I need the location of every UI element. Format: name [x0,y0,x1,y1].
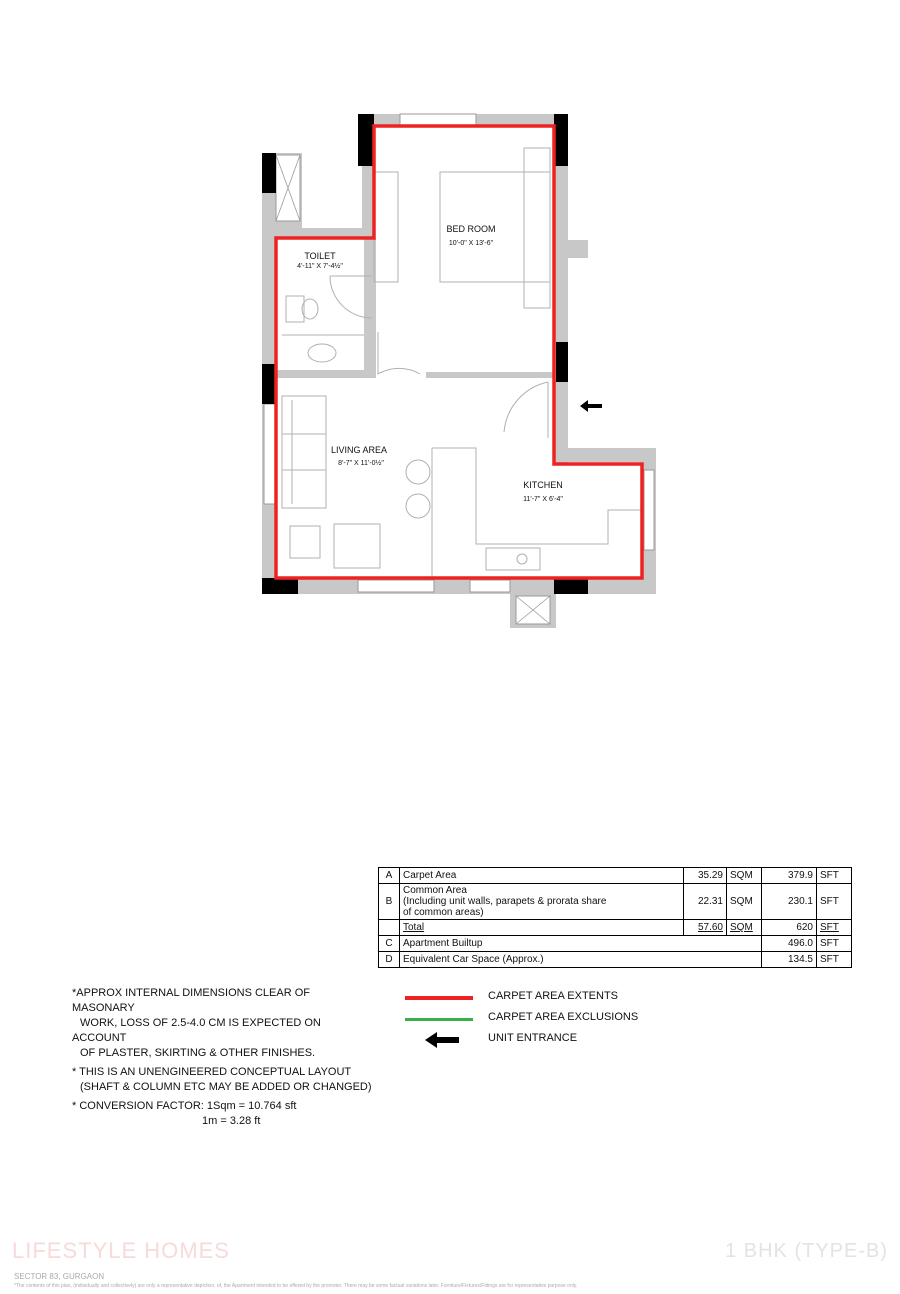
legend-label: CARPET AREA EXTENTS [488,990,619,1002]
coffee-table [290,526,320,558]
room-dim-kitchen: 11'-7" X 6'-4" [523,496,563,503]
window-top [400,114,476,126]
legend-green-line [405,1018,473,1021]
carpet-area-outline [276,126,642,578]
room-dim-toilet: 4'-11" X 7'-4½" [297,263,343,270]
floor-plan [0,0,900,640]
walls [262,114,656,628]
note-line: 1m = 3.28 ft [202,1115,261,1127]
row-desc: Apartment Builtup [400,936,762,952]
notes [72,986,372,1133]
window-kitchen [644,470,654,550]
row-desc-line: of common areas) [403,907,484,918]
table-row [379,920,852,936]
row-sqm: 22.31 [683,884,726,920]
row-sqm-unit: SQM [727,884,762,920]
stool [406,460,430,484]
entrance-arrow-icon [580,400,602,412]
row-sft: 620 [762,920,817,936]
row-id [379,920,400,936]
row-sft: 134.5 [762,952,817,968]
row-sft-unit: SFT [817,952,852,968]
room-label-living: LIVING AREA [330,445,388,455]
column [554,578,588,594]
note-line: WORK, LOSS OF 2.5-4.0 CM IS EXPECTED ON ACCOUNT [72,1017,321,1044]
wall-mid-horizontal [426,372,556,378]
column [262,578,298,594]
room-label-toilet: TOILET [304,251,336,261]
door-entrance [504,382,548,438]
row-desc: Total [400,920,684,936]
window-living [264,404,276,504]
unit-entrance-arrow-icon [423,1030,463,1050]
room-dim-living: 8'-7" X 11'-0½" [338,460,384,467]
area-table [378,867,852,968]
armchair [334,524,380,568]
sofa [282,396,326,508]
row-id: C [379,936,400,952]
row-sft-unit: SFT [817,884,852,920]
brand-title: LIFESTYLE HOMES [12,1238,230,1263]
unit-type-title: 1 BHK (TYPE-B) [725,1240,888,1262]
note-line: * THIS IS AN UNENGINEERED CONCEPTUAL LAYOUT [72,1066,352,1078]
row-sft-unit: SFT [817,936,852,952]
wall-right-bump [568,240,588,258]
column [358,114,374,166]
row-sqm: 35.29 [683,868,726,884]
wall-toilet-bottom [276,370,376,378]
disclaimer: *The contents of this plan, (individually and collectively) are only a representative depiction, of, the Apartment intended to be offered by the promoter. There may be some factual variations later. Furniture/Fixtures/Fittings are for representative purpose only. [14,1283,578,1289]
location-text: SECTOR 83, GURGAON [14,1272,105,1281]
row-sft: 496.0 [762,936,817,952]
row-sft: 379.9 [762,868,817,884]
row-desc: Equivalent Car Space (Approx.) [400,952,762,968]
row-sft-unit: SFT [817,920,852,936]
row-sft-unit: SFT [817,868,852,884]
note-line: OF PLASTER, SKIRTING & OTHER FINISHES. [80,1047,316,1059]
table-row [379,952,852,968]
wardrobe [374,172,398,282]
window-bottom [358,580,434,592]
row-desc: Carpet Area [400,868,684,884]
column [556,342,568,382]
stool [406,494,430,518]
wall-bottom [262,578,656,594]
door-bedroom [378,332,420,374]
row-sqm-unit: SQM [727,868,762,884]
wc [286,296,304,322]
columns [262,114,588,594]
row-sqm: 57.60 [683,920,726,936]
table-row [379,884,852,920]
shaft-crosses [276,155,550,624]
row-id: B [379,884,400,920]
row-desc-line: Common Area [403,885,467,896]
note-line: * CONVERSION FACTOR: 1Sqm = 10.764 sft [72,1100,297,1112]
window-bottom-2 [470,580,510,592]
furniture [282,148,642,578]
note-unengineered [72,1065,372,1095]
table-row [379,868,852,884]
legend-label: UNIT ENTRANCE [488,1032,578,1044]
note-line: (SHAFT & COLUMN ETC MAY BE ADDED OR CHANGED) [80,1081,372,1093]
wall-bedroom-right [554,114,568,464]
legend-red-line [405,996,473,1000]
room-dim-bedroom: 10'-0" X 13'-6" [448,240,494,247]
room-label-kitchen: KITCHEN [523,480,563,490]
row-sqm-unit: SQM [727,920,762,936]
column [262,364,276,404]
sink [486,548,540,570]
row-id: D [379,952,400,968]
column [262,153,276,193]
row-desc [400,884,684,920]
note-line: *APPROX INTERNAL DIMENSIONS CLEAR OF MASONARY [72,987,310,1014]
row-sft: 230.1 [762,884,817,920]
wall-kitchen-top [554,448,656,462]
windows [264,114,654,624]
column [554,114,568,166]
note-dimensions [72,986,372,1061]
legend-label: CARPET AREA EXCLUSIONS [488,1011,639,1023]
row-id: A [379,868,400,884]
basin [308,344,336,362]
table-row [379,936,852,952]
note-conversion [72,1099,372,1129]
room-label-bedroom: BED ROOM [446,224,496,234]
row-desc-line: (Including unit walls, parapets & prorata share [403,896,607,907]
